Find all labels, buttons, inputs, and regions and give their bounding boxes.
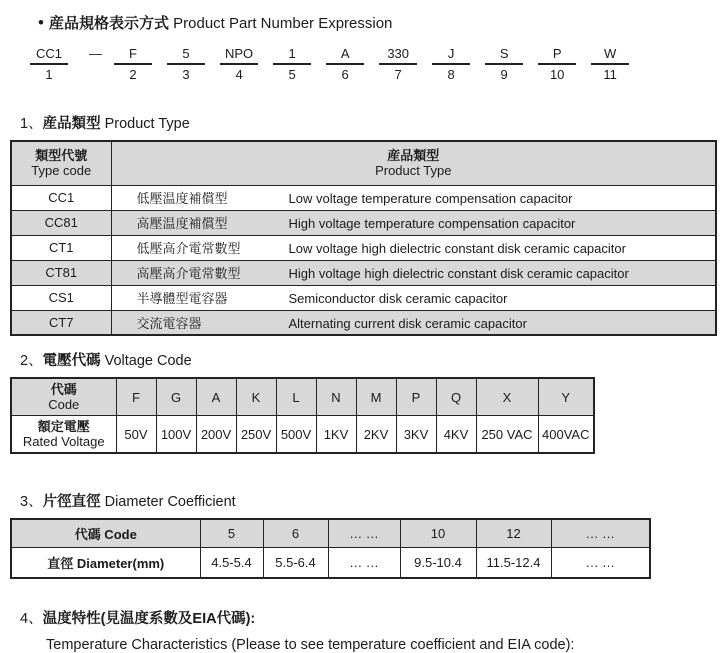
- part-number-code: NPO: [220, 46, 258, 65]
- part-number-segment: [379, 46, 417, 82]
- part-number-segment: [485, 46, 523, 82]
- bullet-icon: •: [38, 13, 44, 32]
- description-cell: [111, 310, 716, 335]
- description-cell: [111, 210, 716, 235]
- part-number-position: 1: [45, 67, 53, 82]
- part-number-code: W: [591, 46, 629, 65]
- header-zh: 産品類型: [387, 148, 440, 164]
- row-label-en: Rated Voltage: [22, 434, 105, 449]
- part-number-segment: [591, 46, 629, 82]
- description-en: Alternating current disk ceramic capacitor: [288, 315, 527, 331]
- part-number-position: 11: [603, 67, 617, 82]
- table-row: [11, 547, 650, 578]
- voltage-value-cell: 3KV: [396, 416, 436, 454]
- part-number-position: 5: [288, 67, 296, 82]
- voltage-value-cell: 4KV: [436, 416, 476, 454]
- diameter-value-cell: 11.5-12.4: [476, 547, 551, 578]
- code-corner-cell: [11, 378, 116, 416]
- section-number: 2、: [20, 353, 43, 369]
- diameter-value-cell: 9.5-10.4: [400, 547, 476, 578]
- diameter-code-cell: … …: [328, 519, 400, 547]
- voltage-code-cell: N: [316, 378, 356, 416]
- header-en: Code: [48, 397, 80, 412]
- row-label-zh: 額定電壓: [37, 419, 90, 434]
- voltage-code-cell: Q: [436, 378, 476, 416]
- diameter-value-cell: … …: [328, 547, 400, 578]
- part-number-segment: [30, 46, 68, 82]
- section-title-en: Diameter Coefficient: [104, 494, 236, 510]
- part-number-segment: [432, 46, 470, 82]
- part-number-code: S: [485, 46, 523, 65]
- diameter-table: [10, 518, 651, 579]
- part-number-position: 2: [129, 67, 137, 82]
- section-number: 3、: [20, 494, 43, 510]
- page-title: [38, 12, 719, 33]
- voltage-value-cell: 250 VAC: [476, 416, 538, 454]
- part-number-position: 10: [549, 67, 565, 82]
- voltage-value-cell: 50V: [116, 416, 156, 454]
- voltage-code-cell: K: [236, 378, 276, 416]
- voltage-code-cell: Y: [538, 378, 594, 416]
- voltage-value-cell: 400VAC: [538, 416, 594, 454]
- part-number-segment: [114, 46, 152, 82]
- part-number-code: 330: [379, 46, 417, 65]
- voltage-code-cell: X: [476, 378, 538, 416]
- section-title-en: Voltage Code: [104, 353, 192, 369]
- type-code-cell: CT1: [11, 235, 111, 260]
- section-heading-diameter: [20, 490, 719, 511]
- diameter-code-cell: 6: [263, 519, 328, 547]
- table-header-row: [11, 141, 716, 185]
- diameter-value-cell: … …: [551, 547, 650, 578]
- description-cell: [111, 285, 716, 310]
- diameter-code-cell: 12: [476, 519, 551, 547]
- part-number-code: 1: [273, 46, 311, 65]
- table-row: [11, 260, 716, 285]
- part-number-code: J: [432, 46, 470, 65]
- description-en: Semiconductor disk ceramic capacitor: [288, 291, 508, 306]
- type-code-cell: CC1: [11, 185, 111, 210]
- code-corner-cell: 代碼 Code: [11, 519, 200, 547]
- diameter-label-cell: 直徑 Diameter(mm): [11, 547, 200, 578]
- voltage-value-cell: 500V: [276, 416, 316, 454]
- header-en: Type code: [31, 163, 92, 179]
- description-zh: 低壓温度補償型: [136, 191, 228, 206]
- table-row: [11, 310, 716, 335]
- type-code-cell: CT81: [11, 260, 111, 285]
- diameter-value-cell: 4.5-5.4: [200, 547, 263, 578]
- table-header-row: [11, 378, 594, 416]
- description-zh: 高壓高介電常數型: [136, 266, 241, 281]
- voltage-code-cell: L: [276, 378, 316, 416]
- description-en: Low voltage high dielectric constant disk ceramic capacitor: [288, 241, 626, 256]
- part-number-position: 3: [182, 67, 190, 82]
- part-number-code: A: [326, 46, 364, 65]
- page-title-zh: 産品規格表示方式: [48, 15, 169, 32]
- table-header-row: [11, 519, 650, 547]
- header-zh: 代碼: [50, 382, 77, 397]
- diameter-value-cell: 5.5-6.4: [263, 547, 328, 578]
- part-number-segment: [220, 46, 258, 82]
- part-number-position: 9: [500, 67, 508, 82]
- rated-voltage-label-cell: [11, 416, 116, 454]
- voltage-code-cell: G: [156, 378, 196, 416]
- part-number-diagram: [30, 46, 719, 82]
- part-number-code: CC1: [30, 46, 68, 65]
- description-en: Low voltage temperature compensation capacitor: [288, 191, 573, 206]
- description-cell: [111, 235, 716, 260]
- description-en: High voltage temperature compensation capacitor: [288, 216, 576, 231]
- description-en: High voltage high dielectric constant disk ceramic capacitor: [288, 266, 629, 281]
- voltage-value-cell: 200V: [196, 416, 236, 454]
- part-number-segment: [167, 46, 205, 82]
- voltage-code-table: [10, 377, 595, 454]
- part-number-position: 6: [341, 67, 349, 82]
- voltage-value-cell: 1KV: [316, 416, 356, 454]
- part-number-position: 7: [394, 67, 402, 82]
- voltage-code-cell: F: [116, 378, 156, 416]
- voltage-code-cell: A: [196, 378, 236, 416]
- voltage-value-cell: 100V: [156, 416, 196, 454]
- section-title-zh: 産品類型: [42, 116, 101, 132]
- voltage-code-cell: P: [396, 378, 436, 416]
- page-title-en: Product Part Number Expression: [173, 15, 393, 32]
- description-zh: 高壓温度補償型: [136, 216, 228, 231]
- description-cell: [111, 185, 716, 210]
- part-number-position: 8: [447, 67, 455, 82]
- description-zh: 交流電容器: [136, 315, 202, 331]
- part-number-segment: [538, 46, 576, 82]
- type-code-header-cell: [11, 141, 111, 185]
- table-row: [11, 285, 716, 310]
- table-row: [11, 185, 716, 210]
- table-row: [11, 235, 716, 260]
- type-code-cell: CT7: [11, 310, 111, 335]
- diameter-code-cell: … …: [551, 519, 650, 547]
- voltage-value-cell: 2KV: [356, 416, 396, 454]
- section-number: 4、: [20, 611, 43, 627]
- product-type-header-cell: [111, 141, 716, 185]
- part-number-code: F: [114, 46, 152, 65]
- header-zh: 類型代號: [35, 148, 88, 164]
- description-cell: [111, 260, 716, 285]
- diameter-code-cell: 5: [200, 519, 263, 547]
- section-title-zh: 電壓代碼: [42, 353, 101, 369]
- section-title-zh: 温度特性(見温度系數及EIA代碼):: [42, 611, 256, 627]
- type-code-cell: CS1: [11, 285, 111, 310]
- section-title-en: Product Type: [104, 116, 190, 132]
- type-code-cell: CC81: [11, 210, 111, 235]
- part-number-separator: —: [89, 46, 102, 61]
- table-row: [11, 416, 594, 454]
- section-heading-voltage-code: [20, 349, 719, 370]
- description-zh: 半導體型電容器: [136, 291, 228, 306]
- part-number-segment: [273, 46, 311, 82]
- voltage-value-cell: 250V: [236, 416, 276, 454]
- section-heading-temperature: [20, 607, 719, 628]
- section-title-zh: 片徑直徑: [42, 494, 101, 510]
- description-zh: 低壓高介電常數型: [136, 241, 241, 256]
- table-row: [11, 210, 716, 235]
- part-number-position: 4: [235, 67, 243, 82]
- diameter-code-cell: 10: [400, 519, 476, 547]
- part-number-code: 5: [167, 46, 205, 65]
- part-number-segment: [326, 46, 364, 82]
- voltage-code-cell: M: [356, 378, 396, 416]
- header-en: Product Type: [375, 163, 452, 179]
- temperature-characteristics-line: Temperature Characteristics (Please to see temperature coefficient and EIA code):: [46, 637, 575, 653]
- section-heading-product-type: [20, 112, 719, 133]
- part-number-code: P: [538, 46, 576, 65]
- section-number: 1、: [20, 116, 43, 132]
- product-type-table: [10, 140, 717, 336]
